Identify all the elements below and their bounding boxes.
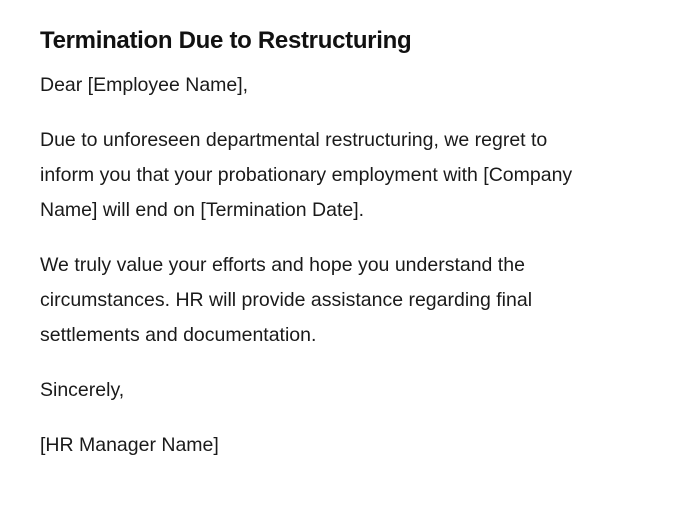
text-line: settlements and documentation. xyxy=(40,324,317,346)
text-line: inform you that your probationary employment with [Company xyxy=(40,164,573,186)
body-paragraph-2 xyxy=(40,248,680,353)
letter-title: Termination Due to Restructuring xyxy=(40,27,412,54)
text-line: circumstances. HR will provide assistance regarding final xyxy=(40,289,533,311)
text-line: Due to unforeseen departmental restructuring, we regret to xyxy=(40,129,548,151)
text-line: Name] will end on [Termination Date]. xyxy=(40,199,365,221)
text-line: We truly value your efforts and hope you understand the xyxy=(40,254,525,276)
body-paragraph-1 xyxy=(40,123,680,228)
signature: [HR Manager Name] xyxy=(40,434,219,456)
closing: Sincerely, xyxy=(40,379,125,401)
letter-document xyxy=(40,24,680,483)
greeting: Dear [Employee Name], xyxy=(40,74,249,96)
